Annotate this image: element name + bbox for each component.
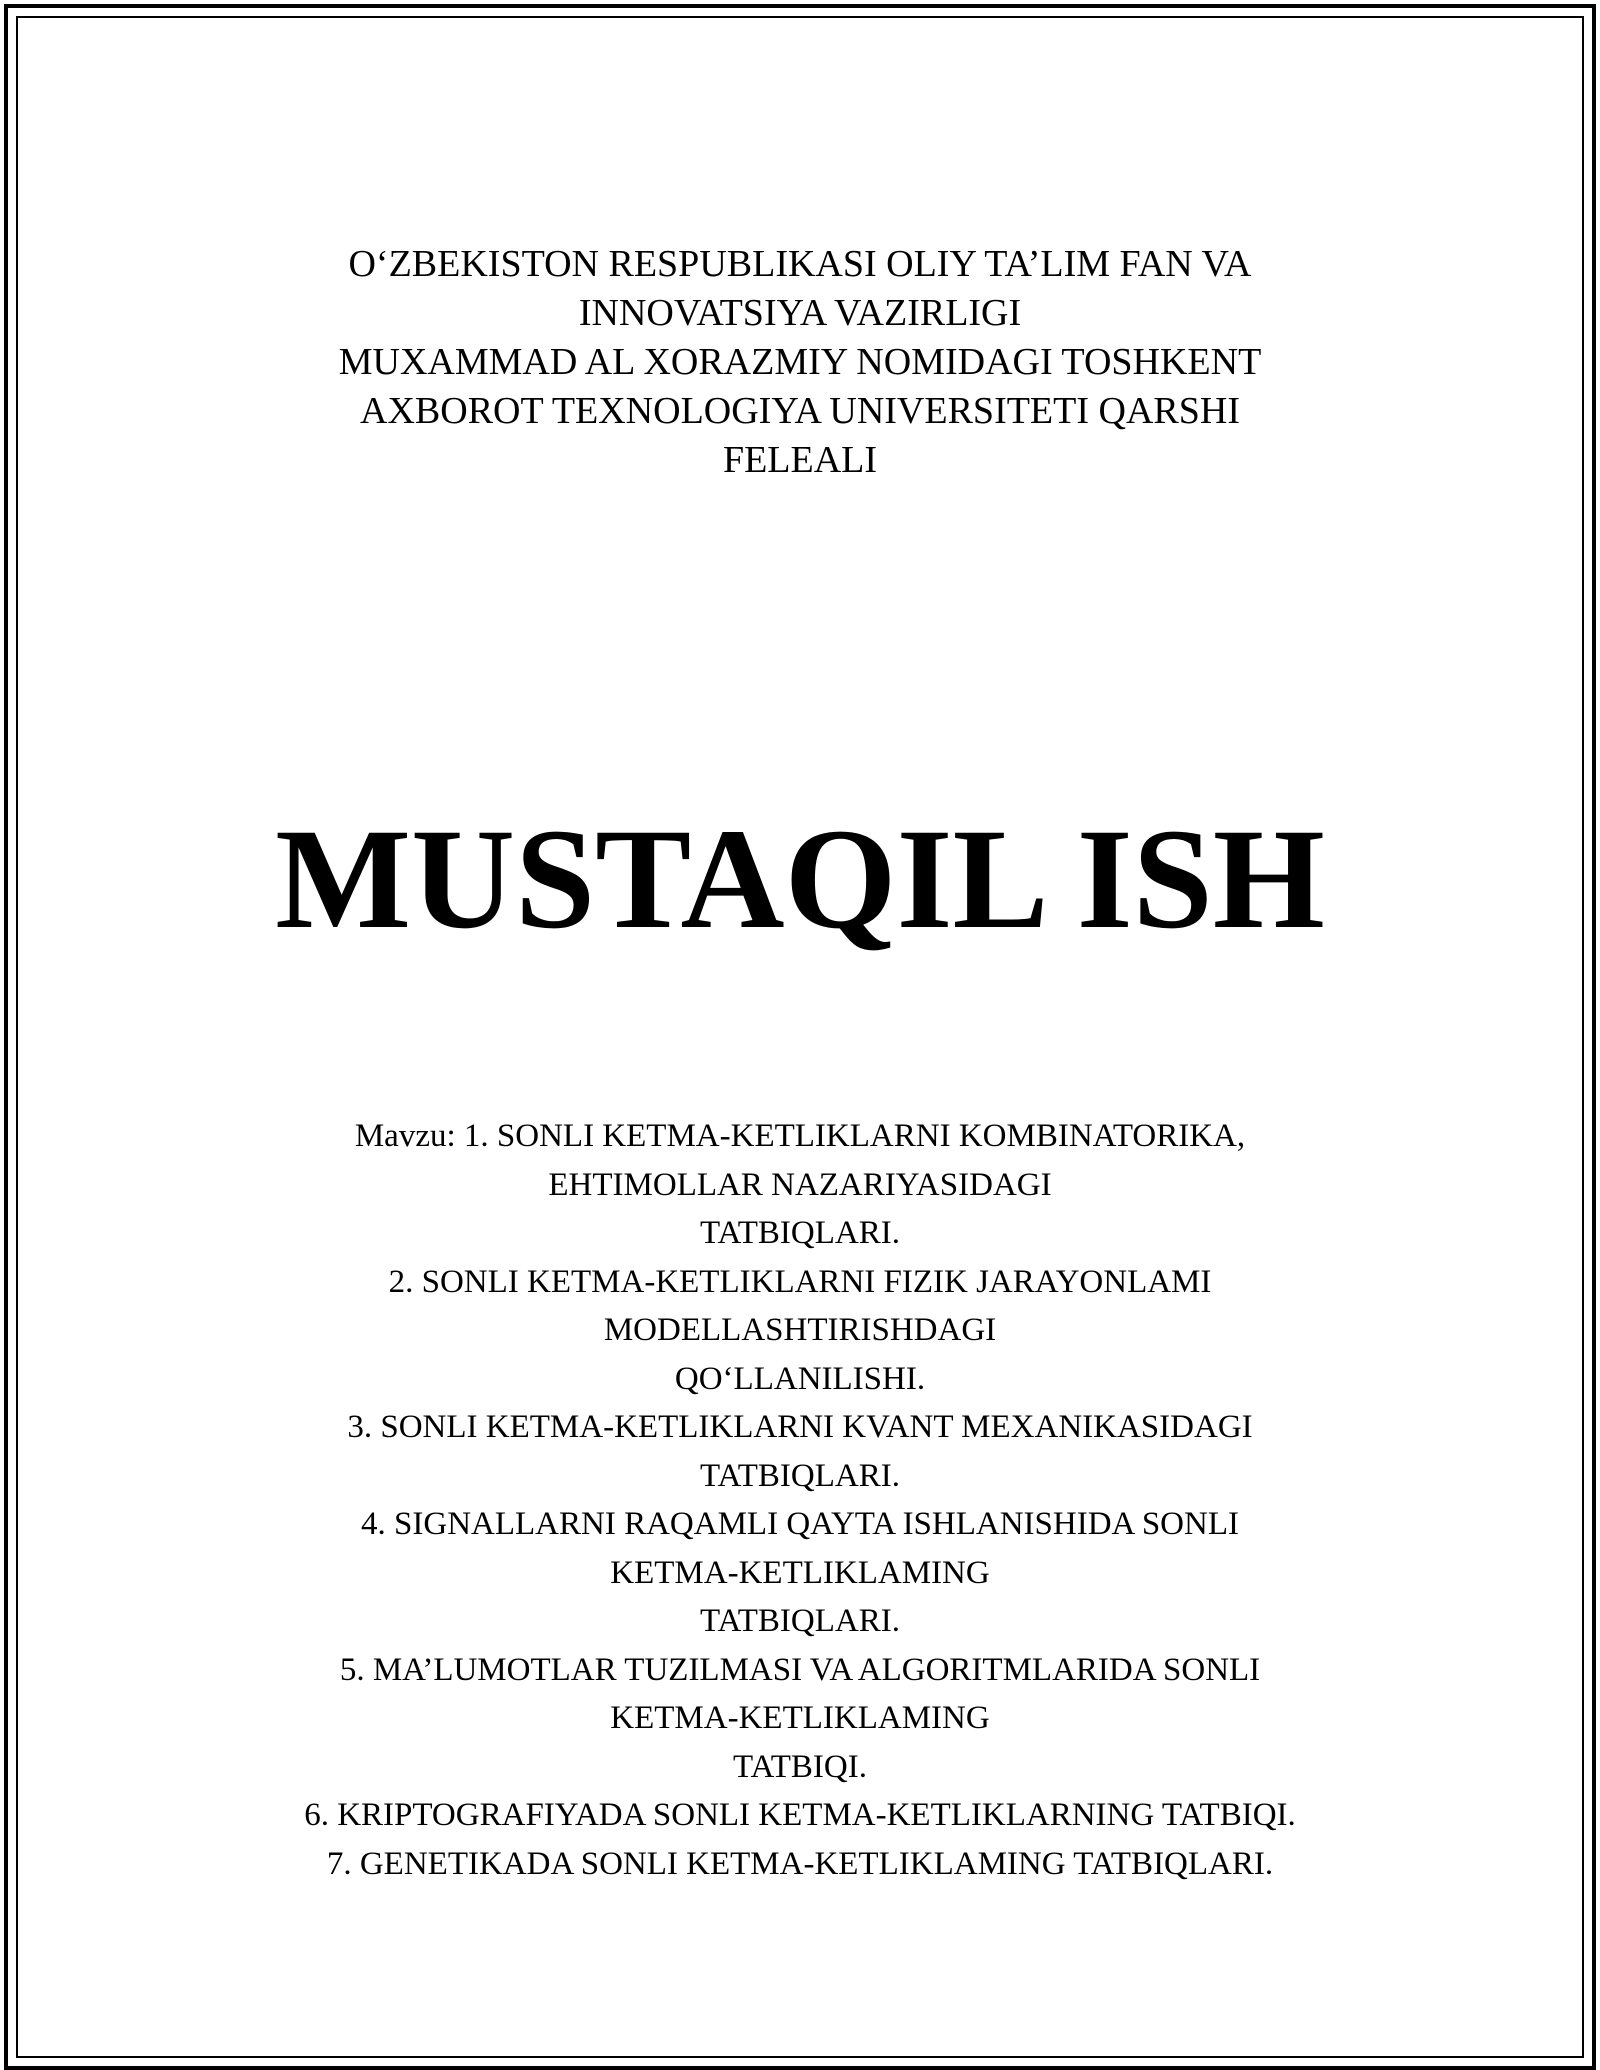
topic-line: EHTIMOLLAR NAZARIYASIDAGI [548,1166,1052,1203]
topic-line: KETMA-KETLIKLAMING [610,1700,990,1736]
header-line: FELEALI [722,439,878,481]
topic-line: 3. SONLI KETMA-KETLIKLARNI KVANT MEXANIKASIDAGI [347,1409,1253,1445]
header-line: AXBOROT TEXNOLOGIYA UNIVERSITETI QARSHI [360,390,1240,432]
institution-header [0,240,1600,485]
topic-line: TATBIQLARI. [700,1457,900,1494]
topic-line: 6. KRIPTOGRAFIYADA SONLI KETMA-KETLIKLARNING TATBIQI. [304,1797,1296,1833]
header-line: MUXAMMAD AL XORAZMIY NOMIDAGI TOSHKENT [338,341,1262,383]
topic-line: KETMA-KETLIKLAMING [610,1554,990,1591]
topic-line: 4. SIGNALLARNI RAQAMLI QAYTA ISHLANISHIDA SONLI [361,1506,1239,1542]
topic-line: TATBIQLARI. [700,1603,900,1639]
header-line: INNOVATSIYA VAZIRLIGI [578,292,1022,334]
topic-list [0,1112,1600,1888]
topic-line: TATBIQLARI. [700,1215,900,1251]
document-title: MUSTAQIL ISH [275,800,1325,959]
topic-line: QO‘LLANILISHI. [674,1360,926,1397]
topic-line: 7. GENETIKADA SONLI KETMA-KETLIKLAMING TATBIQLARI. [326,1845,1274,1882]
topic-line: MODELLASHTIRISHDAGI [603,1312,997,1348]
topic-line: 5. MA’LUMOTLAR TUZILMASI VA ALGORITMLARIDA SONLI [339,1651,1261,1688]
topic-line: 2. SONLI KETMA-KETLIKLARNI FIZIK JARAYONLAMI [388,1263,1212,1300]
header-line: O‘ZBEKISTON RESPUBLIKASI OLIY TA’LIM FAN VA [348,243,1252,285]
topic-line: Mavzu: 1. SONLI KETMA-KETLIKLARNI KOMBINATORIKA, [354,1118,1246,1154]
topic-line: TATBIQI. [733,1748,867,1785]
